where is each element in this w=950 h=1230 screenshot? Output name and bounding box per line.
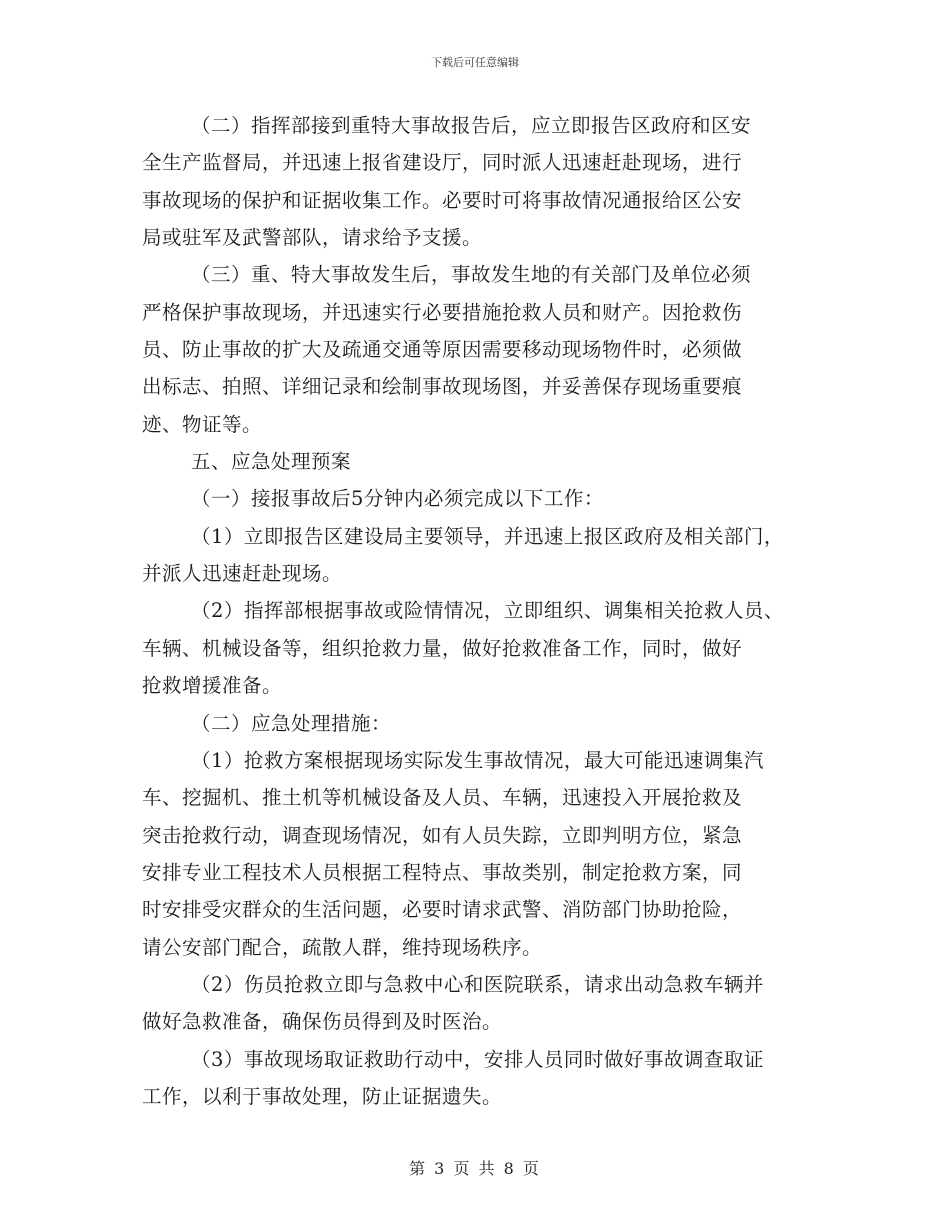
text-line: （三）重、特大事故发生后，事故发生地的有关部门及单位必须	[191, 263, 752, 287]
text-line: 局或驻军及武警部队，请求给予支援。	[142, 226, 483, 250]
text-line: （二）应急处理措施：	[191, 711, 392, 735]
text-line: （1）立即报告区建设局主要领导，并迅速上报区政府及相关部门，	[191, 524, 784, 548]
text-line: （一）接报事故后5分钟内必须完成以下工作：	[191, 487, 604, 511]
text-line: 时安排受灾群众的生活问题，必要时请求武警、消防部门协助抢险，	[142, 898, 743, 922]
text-line: 车辆、机械设备等，组织抢救力量，做好抢救准备工作，同时，做好	[142, 636, 743, 660]
text-line: 出标志、拍照、详细记录和绘制事故现场图，并妥善保存现场重要痕	[142, 375, 743, 399]
document-body	[142, 107, 822, 1115]
text-line: 车、挖掘机、推土机等机械设备及人员、车辆，迅速投入开展抢救及	[142, 786, 743, 810]
text-line: 并派人迅速赶赴现场。	[142, 562, 343, 586]
text-line: 请公安部门配合，疏散人群，维持现场秩序。	[142, 935, 543, 959]
text-line: 迹、物证等。	[142, 412, 263, 436]
text-line: （二）指挥部接到重特大事故报告后，应立即报告区政府和区安	[191, 114, 752, 137]
text-line: （2）伤员抢救立即与急救中心和医院联系，请求出动急救车辆并	[191, 972, 764, 996]
text-line: 安排专业工程技术人员根据工程特点、事故类别，制定抢救方案，同	[142, 860, 743, 884]
text-line: 抢救增援准备。	[142, 674, 283, 698]
text-line: 做好急救准备，确保伤员得到及时医治。	[142, 1010, 503, 1034]
text-line: 员、防止事故的扩大及疏通交通等原因需要移动现场物件时，必须做	[142, 338, 743, 362]
text-line: 事故现场的保护和证据收集工作。必要时可将事故情况通报给区公安	[142, 188, 743, 212]
text-line: （2）指挥部根据事故或险情情况，立即组织、调集相关抢救人员、	[191, 599, 784, 623]
text-line: 五、应急处理预案	[191, 450, 352, 474]
text-line: （1）抢救方案根据现场实际发生事故情况，最大可能迅速调集汽	[191, 748, 764, 772]
page-footer: 第 3 页 共 8 页	[409, 1159, 541, 1178]
text-line: （3）事故现场取证救助行动中，安排人员同时做好事故调查取证	[191, 1047, 764, 1071]
text-line: 工作，以利于事故处理，防止证据遗失。	[142, 1084, 503, 1108]
text-line: 突击抢救行动，调查现场情况，如有人员失踪，立即判明方位，紧急	[142, 823, 743, 847]
text-line: 严格保护事故现场，并迅速实行必要措施抢救人员和财产。因抢救伤	[142, 300, 743, 324]
text-line: 全生产监督局，并迅速上报省建设厅，同时派人迅速赶赴现场，进行	[142, 151, 743, 175]
page-header: 下载后可任意编辑	[431, 56, 519, 69]
